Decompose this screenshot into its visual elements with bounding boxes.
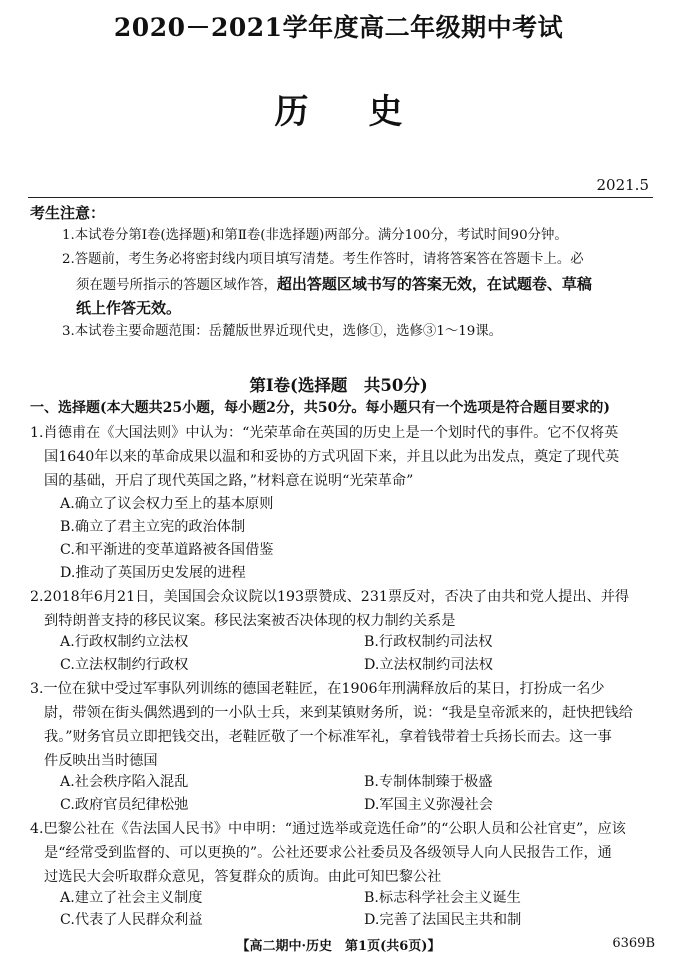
question-1-line-1: 1.肖德甫在《大国法则》中认为：“光荣革命在英国的历史上是一个划时代的事件。它不仅将英 — [30, 425, 619, 441]
question-3-line-2: 尉，带领在街头偶然遇到的一小队士兵，来到某镇财务所，说：“我是皇帝派来的，赶快把钱给 — [44, 705, 633, 721]
question-1-line-3: 国的基础，开启了现代英国之路，”材料意在说明“光荣革命” — [44, 473, 414, 489]
question-2-line-1: 2.2018年6月21日，美国国会众议院以193票赞成、231票反对，否决了由共和党人提出、并得 — [30, 589, 630, 605]
notice-title: 考生注意： — [30, 204, 106, 222]
header-divider — [28, 197, 653, 198]
exam-title: 2020－2021学年度高二年级期中考试 — [113, 13, 564, 42]
notice-item-2-line-3: 纸上作答无效。 — [76, 299, 182, 317]
section-heading: 一、选择题(本大题共25小题，每小题2分，共50分。每小题只有一个选项是符合题目要求的) — [30, 400, 610, 416]
notice-item-2-line-1: 2.答题前，考生务必将密封线内项目填写清楚。考生作答时，请将答案答在答题卡上。必 — [62, 252, 584, 267]
question-3-option-b: B.专制体制臻于极盛 — [364, 774, 493, 790]
question-2-option-c: C.立法权制约行政权 — [60, 657, 189, 673]
notice-item-2-line-2 — [76, 272, 592, 298]
question-3-option-c: C.政府官员纪律松弛 — [60, 797, 189, 813]
question-1-option-d: D.推动了英国历史发展的进程 — [60, 565, 246, 581]
question-1-line-2: 国1640年以来的革命成果以温和和妥协的方式巩固下来，并且以此为出发点，奠定了现代英 — [44, 449, 620, 465]
exam-date: 2021.5 — [596, 176, 649, 194]
question-2-line-2: 到特朗普支持的移民议案。移民法案被否决体现的权力制约关系是 — [44, 613, 456, 629]
subject-title: 历史 — [274, 92, 463, 132]
question-3-line-4: 件反映出当时德国 — [44, 753, 158, 769]
question-2-option-a: A.行政权制约立法权 — [60, 634, 189, 650]
question-3-line-3: 我。”财务官员立即把钱交出，老鞋匠敬了一个标准军礼，拿着钱带着士兵扬长而去。这一事 — [44, 729, 612, 745]
question-1-option-c: C.和平渐进的变革道路被各国借鉴 — [60, 542, 274, 558]
page-footer: 【高二期中·历史 第1页(共6页)】 — [236, 939, 441, 954]
exam-code: 6369B — [612, 936, 655, 951]
notice-item-2-emphasis: 超出答题区域书写的答案无效，在试题卷、草稿 — [276, 275, 592, 293]
question-4-option-b: B.标志科学社会主义诞生 — [364, 890, 521, 906]
question-1-option-a: A.确立了议会权力至上的基本原则 — [60, 496, 274, 512]
question-2-option-b: B.行政权制约司法权 — [364, 634, 493, 650]
question-4-line-1: 4.巴黎公社在《告法国人民书》中申明：“通过选举或竞选任命”的“公职人员和公社官吏”，应该 — [30, 821, 626, 837]
question-1-option-b: B.确立了君主立宪的政治体制 — [60, 519, 246, 535]
question-2-option-d: D.立法权制约司法权 — [364, 657, 493, 673]
question-4-option-c: C.代表了人民群众利益 — [60, 912, 203, 928]
question-3-line-1: 3.一位在狱中受过军事队列训练的德国老鞋匠，在1906年刑满释放后的某日，打扮成一名少 — [30, 681, 605, 697]
notice-item-3: 3.本试卷主要命题范围：岳麓版世界近现代史，选修①，选修③1～19课。 — [62, 324, 503, 339]
question-4-option-d: D.完善了法国民主共和制 — [364, 912, 522, 928]
notice-item-1: 1.本试卷分第Ⅰ卷(选择题)和第Ⅱ卷(非选择题)两部分。满分100分，考试时间90分钟。 — [62, 228, 568, 243]
question-4-line-2: 是“经常受到监督的、可以更换的”。公社还要求公社委员及各级领导人向人民报告工作，通 — [44, 845, 612, 861]
part-title: 第Ⅰ卷(选择题 共50分) — [249, 376, 428, 395]
question-3-option-a: A.社会秩序陷入混乱 — [60, 774, 189, 790]
question-3-option-d: D.军国主义弥漫社会 — [364, 797, 493, 813]
question-4-option-a: A.建立了社会主义制度 — [60, 890, 203, 906]
notice-item-2-plain: 须在题号所指示的答题区域作答， — [76, 278, 277, 293]
question-4-line-3: 过选民大会听取群众意见，答复群众的质询。由此可知巴黎公社 — [44, 869, 442, 885]
